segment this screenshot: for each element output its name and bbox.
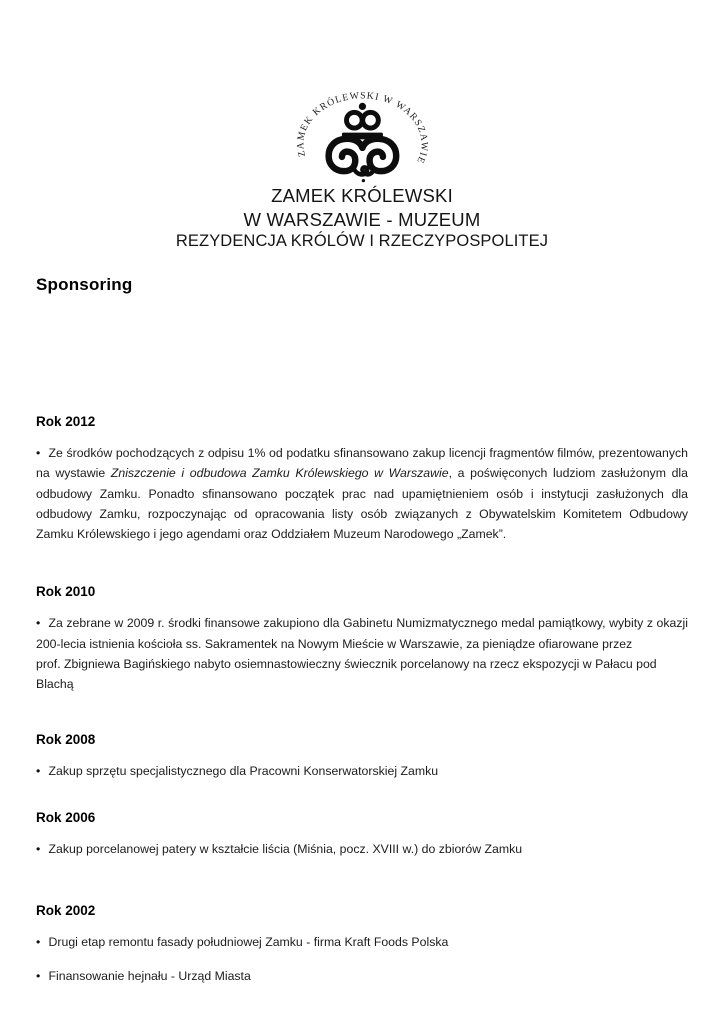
text-line	[36, 613, 688, 633]
year-heading: Rok 2006	[36, 809, 96, 825]
bullet-marker: •	[36, 616, 41, 631]
text-segment: 200-lecia istnienia kościoła ss. Sakramentek na Nowym Mieście w Warszawie, za pieniądze ofiarowane przez	[36, 636, 633, 651]
text-line	[36, 463, 688, 483]
sponsoring-sections	[36, 413, 688, 986]
year-section	[36, 583, 688, 694]
year-section	[36, 413, 688, 544]
year-heading: Rok 2012	[36, 414, 96, 429]
text-line	[36, 504, 688, 524]
text-segment: Blachą	[36, 677, 74, 692]
org-title-line-1: ZAMEK KRÓLEWSKI	[271, 185, 453, 206]
text-segment: Zniszczenie i odbudowa Zamku Królewskiego w Warszawie	[110, 466, 449, 481]
text-segment: Zakup porcelanowej patery w kształcie liścia (Miśnia, pocz. XVIII w.) do zbiorów Zamku	[48, 841, 523, 856]
org-title-line-3: REZYDENCJA KRÓLÓW I RZECZYPOSPOLITEJ	[175, 232, 549, 250]
text-segment: prof. Zbigniewa Bagińskiego nabyto osiemnastowieczny świecznik porcelanowy na rzecz ekspozycji w Pałacu pod	[36, 657, 657, 672]
year-section	[36, 809, 688, 859]
bullet-marker: •	[36, 841, 41, 856]
list-item	[36, 761, 688, 781]
bullet-marker: •	[36, 968, 41, 983]
logo-arc-text: ZAMEK KRÓLEWSKI W WARSZAWIE	[294, 90, 430, 166]
text-segment: odbudowy Zamku. Ponadto sfinansowano początek prac nad upamiętnieniem osób i instytucji zasłużonych dla	[36, 486, 688, 501]
text-segment: , a poświęconych ludziom zasłużonym dla	[448, 466, 688, 481]
text-line	[36, 839, 688, 859]
crown-icon	[342, 103, 383, 140]
bullet-marker: •	[36, 446, 41, 460]
list-item	[36, 443, 688, 544]
bullet-marker: •	[36, 935, 41, 950]
list-item	[36, 932, 688, 952]
organization-title	[36, 184, 688, 252]
year-section	[36, 902, 688, 986]
list-item	[36, 839, 688, 859]
text-line	[36, 966, 688, 986]
castle-logo-graphic	[291, 84, 434, 184]
text-line	[36, 484, 688, 504]
castle-logo	[36, 84, 688, 184]
org-title-line-2: W WARSZAWIE - MUZEUM	[243, 209, 481, 230]
year-section	[36, 731, 688, 781]
text-line	[36, 932, 688, 952]
text-segment: Zakup sprzętu specjalistycznego dla Pracowni Konserwatorskiej Zamku	[48, 763, 439, 778]
text-segment: Drugi etap remontu fasady południowej Zamku - firma Kraft Foods Polska	[48, 935, 449, 950]
text-line	[36, 443, 688, 463]
text-segment: Za zebrane w 2009 r. środki finansowe zakupiono dla Gabinetu Numizmatycznego medal pamiątkowy, wybity z okazji	[48, 616, 688, 631]
text-segment: Ze środków pochodzących z odpisu 1% od podatku sfinansowano zakup licencji fragmentów filmów, prezentowanych	[48, 446, 688, 460]
year-heading: Rok 2008	[36, 731, 96, 747]
year-heading: Rok 2010	[36, 584, 96, 600]
page-title: Sponsoring	[36, 275, 133, 294]
spiral-ornament-icon	[328, 139, 396, 183]
text-line	[36, 634, 688, 654]
list-item	[36, 966, 688, 986]
year-heading: Rok 2002	[36, 903, 96, 919]
text-segment: Finansowanie hejnału - Urząd Miasta	[48, 968, 251, 983]
text-line	[36, 761, 688, 781]
text-line	[36, 654, 688, 674]
svg-text:ZAMEK KRÓLEWSKI W WARSZAWIE	[295, 90, 429, 166]
text-line	[36, 674, 688, 694]
text-segment: odbudowy Zamku, rozpoczynając od opracowania listy osób związanych z Obywatelskim Komitetem Odbudowy	[36, 506, 688, 521]
bullet-marker: •	[36, 763, 41, 778]
text-segment: na wystawie	[36, 466, 111, 481]
text-segment: Zamku Królewskiego i jego agendami oraz Oddziałem Muzeum Narodowego „Zamek”.	[36, 527, 507, 542]
list-item	[36, 613, 688, 694]
text-line	[36, 524, 688, 544]
